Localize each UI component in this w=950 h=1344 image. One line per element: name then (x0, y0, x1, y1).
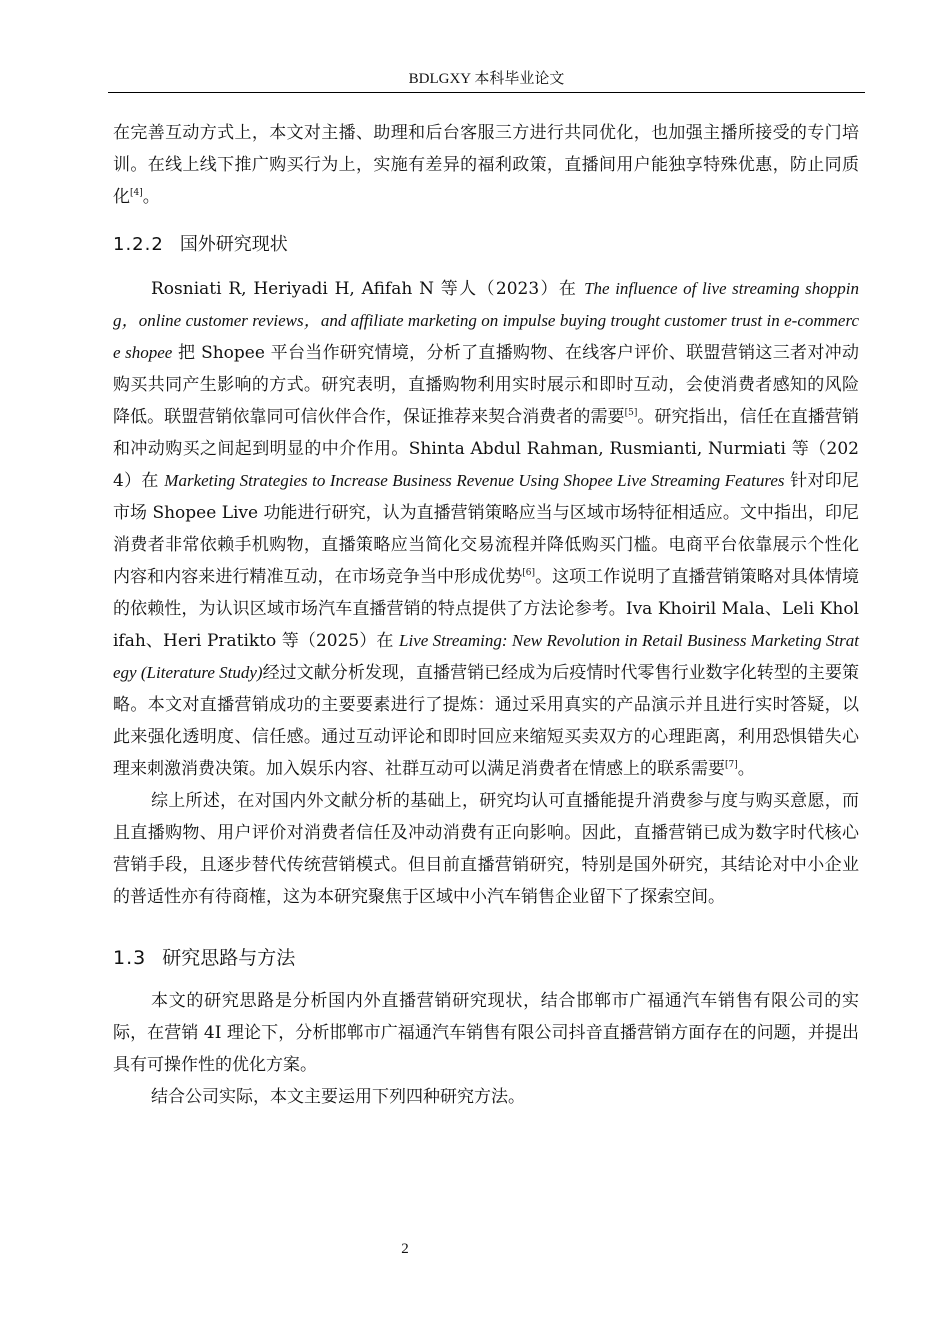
paper-title-1: The influence of live streaming shopping，online customer reviews，and affiliate marketing on impulse buying trought customer trust in e-commerce shopee (113, 279, 859, 362)
citation-6: [6] (522, 568, 536, 578)
paragraph-foreign-research: Rosniati R, Heriyadi H, Afifah N 等人（2023）在 The influence of live streaming shopping，online customer reviews，and affiliate marketing on impulse buying trought customer trust in e-commerce shopee 把 Shopee 平台当作研究情境，分析了直播购物、在线客户评价、联盟营销这三者对冲动购买共同产生影响的方式。研究表明，直播购物利用实时展示和即时互动，会使消费者感知的风险降低。联盟营销依靠同可信伙伴合作，保证推荐来契合消费者的需要[5]。研究指出，信任在直播营销和冲动购买之间起到明显的中介作用。Shinta Abdul Rahman, Rusmianti, Nurmiati 等（2024）在 Marketing Strategies to Increase Business Revenue Using Shopee Live Streaming Features 针对印尼市场 Shopee Live 功能进行研究，认为直播营销策略应当与区域市场特征相适应。文中指出，印尼消费者非常依赖手机购物，直播策略应当简化交易流程并降低购买门槛。电商平台依靠展示个性化内容和内容来进行精准互动，在市场竞争当中形成优势[6]。这项工作说明了直播营销策略对具体情境的依赖性，为认识区域市场汽车直播营销的特点提供了方法论参考。Iva Khoiril Mala、Leli Kholifah、Heri Pratikto 等（2025）在 Live Streaming: New Revolution in Retail Business Marketing Strategy (Literature Study)经过文献分析发现，直播营销已经成为后疫情时代零售行业数字化转型的主要策略。本文对直播营销成功的主要要素进行了提炼：通过采用真实的产品演示并且进行实时答疑，以此来强化透明度、信任感。通过互动评论和即时回应来缩短买卖双方的心理距离，利用恐惧错失心理来刺激消费决策。加入娱乐内容、社群互动可以满足消费者在情感上的联系需要[7]。 (113, 279, 860, 779)
section-heading-1-3: 1.3 研究思路与方法 (113, 947, 296, 969)
paper-title-3: Live Streaming: New Revolution in Retail Business Marketing Strategy (Literature Study) (113, 631, 860, 682)
paper-title-2: Marketing Strategies to Increase Business Revenue Using Shopee Live Streaming Features (164, 471, 785, 490)
citation-4: [4] (130, 188, 143, 198)
page-body (113, 117, 859, 1113)
citation-7: [7] (725, 760, 738, 770)
page-number: 2 (401, 1241, 409, 1257)
citation-5: [5] (624, 408, 638, 418)
paragraph-research-methods-intro: 结合公司实际，本文主要运用下列四种研究方法。 (151, 1087, 525, 1107)
paragraph-research-approach: 本文的研究思路是分析国内外直播营销研究现状，结合邯郸市广福通汽车销售有限公司的实际，在营销 4I 理论下，分析邯郸市广福通汽车销售有限公司抖音直播营销方面存在的问题，并提出具有可操作性的优化方案。 (113, 991, 859, 1075)
paragraph-interaction-optimization: 在完善互动方式上，本文对主播、助理和后台客服三方进行共同优化，也加强主播所接受的专门培训。在线上线下推广购买行为上，实施有差异的福利政策，直播间用户能独享特殊优惠，防止同质化[4]。 (113, 123, 859, 207)
paragraph-summary: 综上所述，在对国内外文献分析的基础上，研究均认可直播能提升消费参与度与购买意愿，而且直播购物、用户评价对消费者信任及冲动消费有正向影响。因此，直播营销已成为数字时代核心营销手段，且逐步替代传统营销模式。但目前直播营销研究，特别是国外研究，其结论对中小企业的普适性亦有待商榷，这为本研究聚焦于区域中小汽车销售企业留下了探索空间。 (113, 791, 859, 907)
section-heading-1-2-2: 1.2.2 国外研究现状 (113, 234, 288, 255)
running-header: BDLGXY 本科毕业论文 (108, 66, 865, 93)
